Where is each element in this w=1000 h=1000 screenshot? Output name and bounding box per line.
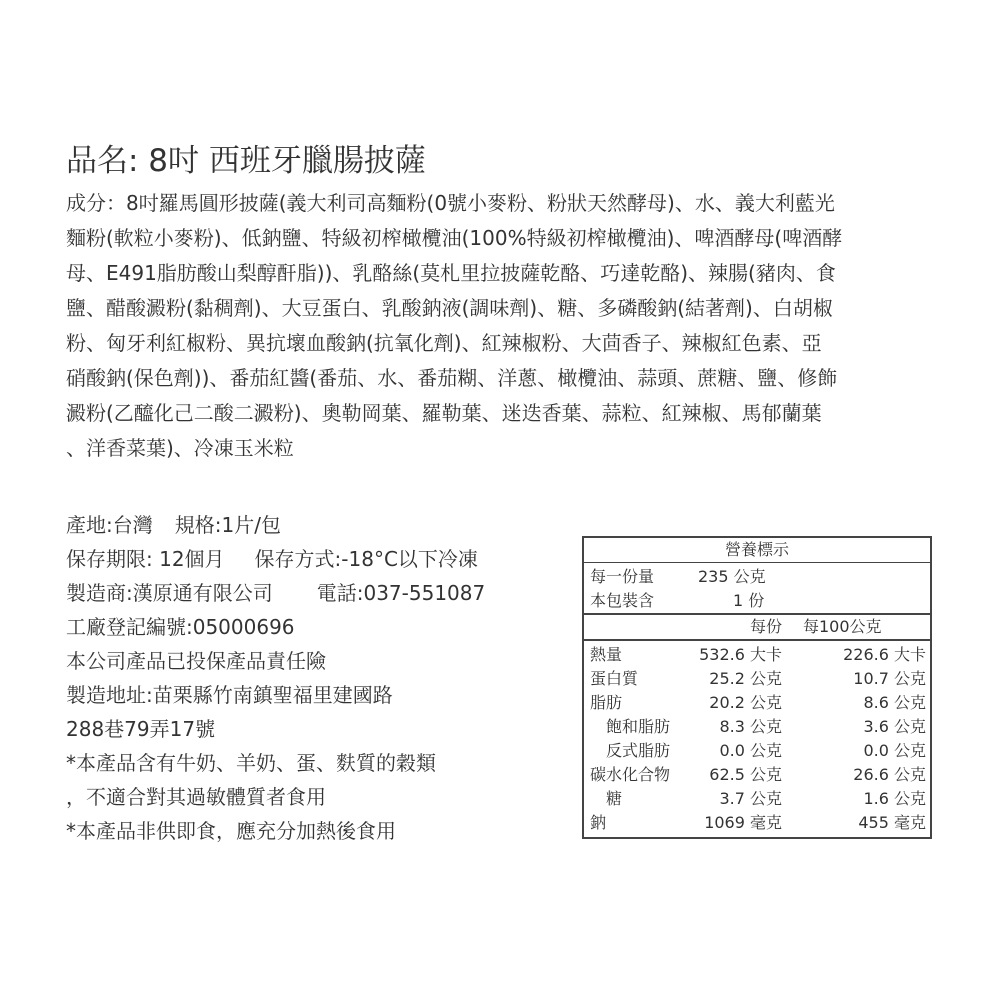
- servings-value: 1 份: [733, 591, 765, 610]
- nutrient-label: 碳水化合物: [590, 765, 671, 784]
- nutrient-per-100g: 8.6 公克: [863, 693, 926, 712]
- nutrient-label: 熱量: [590, 645, 623, 664]
- ingredients-line: 粉、匈牙利紅椒粉、異抗壞血酸鈉(抗氧化劑)、紅辣椒粉、大茴香子、辣椒紅色素、亞: [66, 331, 822, 355]
- allergen-line-1: *本產品含有牛奶、羊奶、蛋、麩質的穀類: [66, 751, 436, 775]
- ingredients-line: 麵粉(軟粒小麥粉)、低鈉鹽、特級初榨橄欖油(100%特級初榨橄欖油)、啤酒酵母(啤酒酵: [66, 226, 843, 250]
- nutrient-row: [584, 763, 930, 787]
- ingredients-line: 成分：8吋羅馬圓形披薩(義大利司高麵粉(0號小麥粉、粉狀天然酵母)、水、義大利藍光: [66, 191, 835, 215]
- address-line-1: 製造地址:苗栗縣竹南鎮聖福里建國路: [66, 683, 393, 707]
- manufacturer-row: [66, 576, 566, 610]
- heating-notice: *本產品非供即食，應充分加熱後食用: [66, 819, 396, 843]
- nutrient-per-serving: 25.2 公克: [709, 669, 782, 688]
- nutrient-row: [584, 667, 930, 691]
- nutrition-table: [582, 536, 932, 839]
- product-title: 品名: 8吋 西班牙臘腸披薩: [66, 143, 426, 179]
- serving-size-label: 每一份量: [590, 567, 655, 586]
- ingredients-line: 、洋香菜葉)、冷凍玉米粒: [66, 436, 294, 460]
- nutrient-per-100g: 0.0 公克: [863, 741, 926, 760]
- origin-spec-row: [66, 508, 566, 542]
- serving-size-value: 235 公克: [698, 567, 766, 586]
- nutrient-label: 飽和脂肪: [606, 717, 671, 736]
- storage: 保存方式:-18°C以下冷凍: [254, 547, 478, 571]
- nutrient-label: 反式脂肪: [606, 741, 671, 760]
- column-header-row: [584, 615, 930, 639]
- nutrient-row: [584, 811, 930, 835]
- serving-size-row: [584, 565, 930, 589]
- nutrient-row: [584, 715, 930, 739]
- origin: 產地:台灣: [66, 513, 153, 537]
- ingredients-line: 硝酸鈉(保色劑))、番茄紅醬(番茄、水、番茄糊、洋蔥、橄欖油、蒜頭、蔗糖、鹽、修飾: [66, 366, 838, 390]
- nutrient-row: [584, 739, 930, 763]
- ingredients-block: [66, 186, 938, 466]
- allergen-line-2: ，不適合對其過敏體質者食用: [66, 785, 326, 809]
- factory-registration: 工廠登記編號:05000696: [66, 615, 295, 639]
- nutrient-per-100g: 1.6 公克: [863, 789, 926, 808]
- nutrient-label: 蛋白質: [590, 669, 639, 688]
- nutrient-per-100g: 226.6 大卡: [843, 645, 926, 664]
- nutrient-row: [584, 643, 930, 667]
- nutrient-row: [584, 691, 930, 715]
- product-info: [66, 508, 566, 848]
- shelf-life: 保存期限: 12個月: [66, 547, 225, 571]
- nutrient-per-serving: 62.5 公克: [709, 765, 782, 784]
- nutrient-per-100g: 10.7 公克: [853, 669, 926, 688]
- phone: 電話:037-551087: [316, 581, 486, 605]
- servings-row: [584, 589, 930, 613]
- spec: 規格:1片/包: [174, 513, 281, 537]
- nutrient-per-serving: 0.0 公克: [719, 741, 782, 760]
- address-line-2: 288巷79弄17號: [66, 717, 216, 741]
- nutrient-row: [584, 787, 930, 811]
- ingredients-line: 母、E491脂肪酸山梨醇酐脂))、乳酪絲(莫札里拉披薩乾酪、巧達乾酪)、辣腸(豬肉、食: [66, 261, 836, 285]
- nutrient-per-serving: 532.6 大卡: [699, 645, 782, 664]
- nutrient-per-serving: 1069 毫克: [704, 813, 782, 832]
- servings-label: 本包裝含: [590, 591, 655, 610]
- manufacturer: 製造商:漢原通有限公司: [66, 581, 273, 605]
- col-per-100g: 每100公克: [803, 617, 882, 636]
- insurance-note: 本公司產品已投保產品責任險: [66, 649, 326, 673]
- shelf-storage-row: [66, 542, 566, 576]
- nutrient-per-100g: 455 毫克: [858, 813, 926, 832]
- ingredients-line: 澱粉(乙醯化己二酸二澱粉)、奧勒岡葉、羅勒葉、迷迭香葉、蒜粒、紅辣椒、馬郁蘭葉: [66, 401, 822, 425]
- col-per-serving: 每份: [749, 617, 782, 636]
- nutrient-per-serving: 3.7 公克: [719, 789, 782, 808]
- nutrient-per-100g: 26.6 公克: [853, 765, 926, 784]
- nutrient-label: 鈉: [590, 813, 607, 832]
- ingredients-line: 鹽、醋酸澱粉(黏稠劑)、大豆蛋白、乳酸鈉液(調味劑)、糖、多磷酸鈉(結著劑)、白胡椒: [66, 296, 833, 320]
- nutrient-per-serving: 20.2 公克: [709, 693, 782, 712]
- nutrient-per-100g: 3.6 公克: [863, 717, 926, 736]
- nutrient-label: 脂肪: [590, 693, 623, 712]
- nutrition-title: 營養標示: [584, 538, 930, 563]
- nutrient-per-serving: 8.3 公克: [719, 717, 782, 736]
- nutrient-label: 糖: [606, 789, 623, 808]
